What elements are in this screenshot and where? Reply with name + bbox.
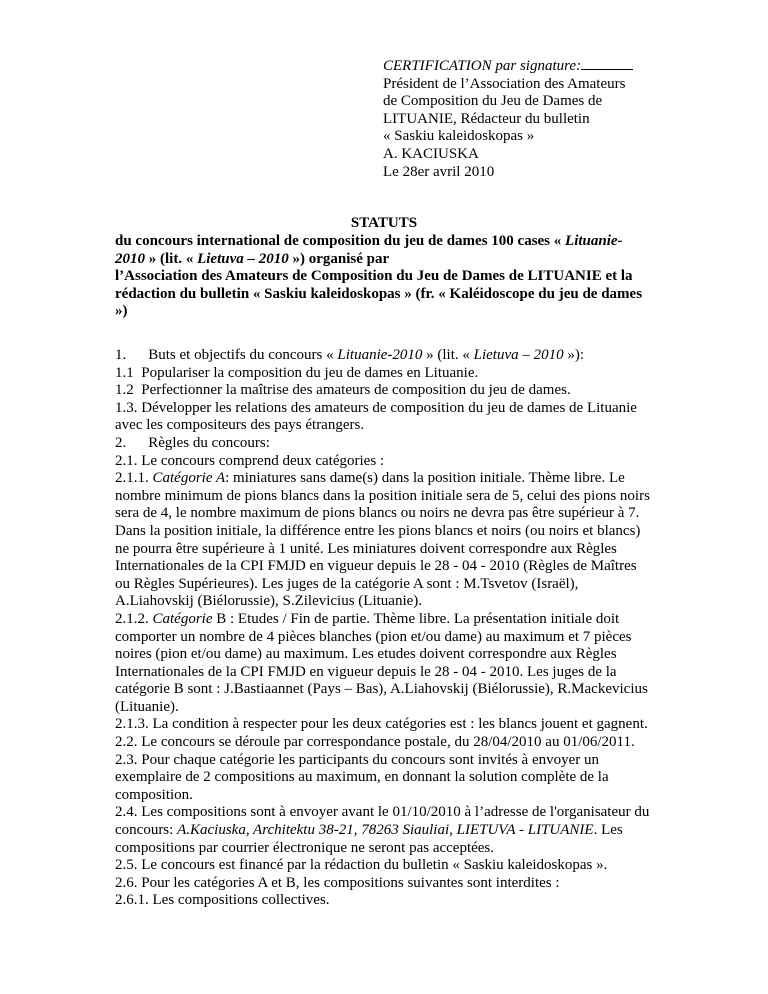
section-1-3: 1.3. Développer les relations des amateurs de composition du jeu de dames de Lituanie avec les compositeurs des pays étrangers. <box>115 399 637 434</box>
certification-line: Président de l’Association des Amateurs <box>383 75 626 92</box>
certification-date: Le 28er avril 2010 <box>383 163 495 180</box>
section-text: : miniatures sans dame(s) dans la position initiale. Thème libre. Le nombre minimum de pions blancs dans la position initiale sera de 5, celui des pions noirs sera de 4, le nombre maximum de pions blancs ou noirs ne devra pas être supérieur à 7. Dans la position initiale, la différence entre les pions blancs et noirs (ou noirs et blancs) ne pourra être supérieure à 1 unité. Les miniatures doivent correspondre aux Règles Internationales de la CPI FMJD en vigueur depuis le 28 - 04 - 2010 (Règles de Maîtres ou Règles Supérieures). Les juges de la catégorie A sont : M.Tsvetov (Israël), A.Liahovskij (Biélorussie), S.Zilevicius (Lituanie). <box>115 470 650 610</box>
section-2-6: 2.6. Pour les catégories A et B, les compositions suivantes sont interdites : <box>115 874 560 891</box>
section-2-1-2 <box>115 611 655 717</box>
section-2-2: 2.2. Le concours se déroule par correspondance postale, du 28/04/2010 au 01/06/2011. <box>115 734 635 751</box>
subtitle-part: ») organisé par <box>288 250 390 267</box>
section-number: 1. <box>115 347 127 363</box>
certification-line: LITUANIE, Rédacteur du bulletin <box>383 110 590 127</box>
document-body <box>115 347 655 910</box>
section-1 <box>115 347 655 365</box>
section-text: Règles du concours: <box>148 434 270 451</box>
section-2-1-1 <box>115 470 655 611</box>
subtitle-italic: Lituanie-2010 <box>115 233 623 267</box>
section-2-6-1: 2.6.1. Les compositions collectives. <box>115 892 330 909</box>
certification-heading <box>383 56 683 76</box>
section-italic: Catégorie A <box>152 470 226 487</box>
section-number: 2.1.1. <box>115 470 153 487</box>
certification-block <box>383 56 683 181</box>
certification-line: « Saskiu kaleidoskopas » <box>383 128 535 145</box>
subtitle-part: du concours international de composition du jeu de dames 100 cases « <box>115 233 566 249</box>
subtitle-part: » (lit. « <box>145 250 198 267</box>
certification-label-rest: par signature: <box>491 58 582 74</box>
section-text: »): <box>563 347 585 363</box>
section-number: 2.1.2. <box>115 610 153 627</box>
section-number: 1.2 <box>115 382 134 399</box>
section-number: 1.1 <box>115 364 134 381</box>
subtitle-organizers: l’Association des Amateurs de Composition du Jeu de Dames de LITUANIE et la rédaction du bulletin « Saskiu kaleidoskopas » (fr. « Kaléidoscope du jeu de dames ») <box>115 268 643 320</box>
section-text: . Les compositions par courrier électronique ne seront pas acceptées. <box>115 822 623 856</box>
section-2-4 <box>115 804 655 857</box>
section-italic: Catégorie <box>152 610 213 627</box>
section-2-1: 2.1. Le concours comprend deux catégories : <box>115 452 385 469</box>
section-italic: Lietuva – 2010 <box>473 347 564 363</box>
document-title: STATUTS <box>350 215 418 231</box>
certification-label: CERTIFICATION <box>383 58 492 74</box>
section-text: 2.4. Les compositions sont à envoyer avant le 01/10/2010 à l’adresse de l'organisateur du concours: <box>115 804 650 839</box>
section-2-1-3: 2.1.3. La condition à respecter pour les deux catégories est : les blancs jouent et gagnent. <box>115 716 648 733</box>
signature-line <box>581 56 633 70</box>
section-number: 2. <box>115 434 127 451</box>
certification-line: de Composition du Jeu de Dames de <box>383 93 603 110</box>
section-text: B : Etudes / Fin de partie. Thème libre. La présentation initiale doit comporter un nombre de 4 pièces blanches (pion et/ou dame) au maximum et 7 pièces noires (pion et/ou dame) au maximum. Les etudes doivent correspondre aux Règles Internationales de la CPI FMJD en vigueur depuis le 28 - 04 - 2010. Les juges de la catégorie B sont : J.Bastiaannet (Pays – Bas), A.Liahovskij (Biélorussie), R.Mackevicius (Lituanie). <box>115 610 648 715</box>
section-2-3: 2.3. Pour chaque catégorie les participants du concours sont invités à envoyer un exemplaire de 2 compositions au maximum, en donnant la solution complète de la composition. <box>115 751 609 803</box>
subtitle-italic: Lietuva – 2010 <box>197 250 289 267</box>
document-subtitle <box>115 233 645 321</box>
section-text: » (lit. « <box>422 347 474 363</box>
organizer-address: A.Kaciuska, Architektu 38-21, 78263 Siauliai, LIETUVA - LITUANIE <box>177 822 594 839</box>
certification-line: A. KACIUSKA <box>383 145 479 162</box>
section-text: Buts et objectifs du concours « <box>148 347 338 363</box>
section-1-1 <box>115 365 655 383</box>
section-1-2 <box>115 382 655 400</box>
section-text: Perfectionner la maîtrise des amateurs de composition du jeu de dames. <box>141 382 571 399</box>
section-2 <box>115 435 655 453</box>
section-2-5: 2.5. Le concours est financé par la rédaction du bulletin « Saskiu kaleidoskopas ». <box>115 857 608 874</box>
section-italic: Lituanie-2010 <box>337 347 423 363</box>
section-text: Populariser la composition du jeu de dames en Lituanie. <box>141 364 479 381</box>
